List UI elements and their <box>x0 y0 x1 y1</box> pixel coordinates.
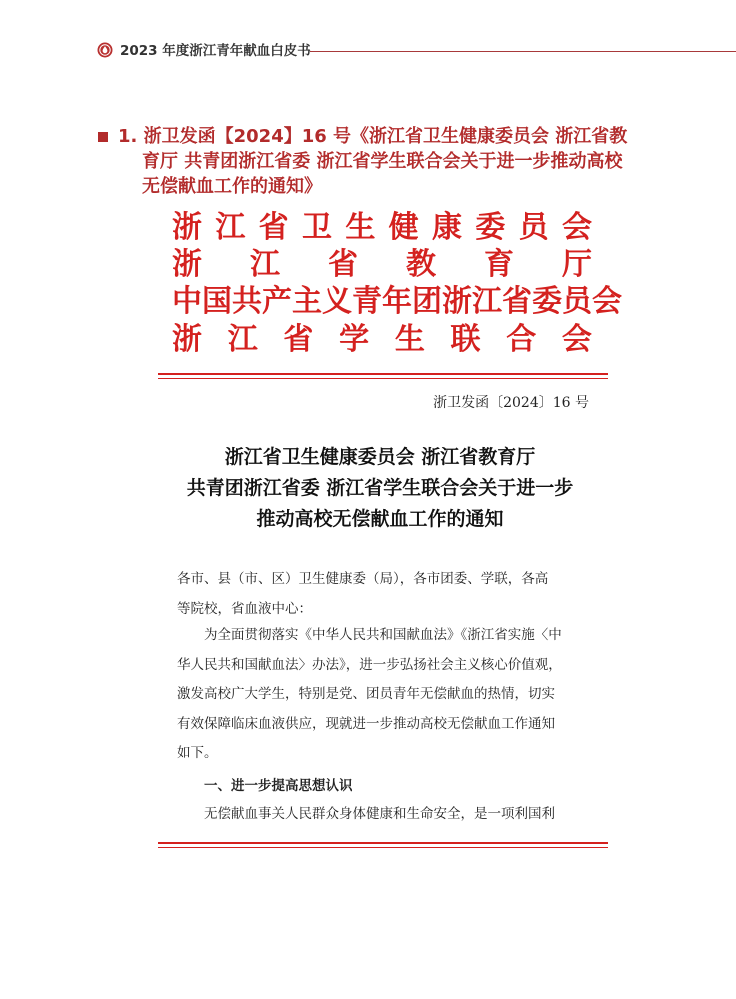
masthead-char: 江 <box>227 322 258 357</box>
masthead-char: 生 <box>394 322 425 357</box>
masthead-char: 卫 <box>301 210 332 245</box>
masthead-char: 员 <box>562 284 592 319</box>
masthead-char: 省 <box>283 322 314 357</box>
paragraph-1 <box>177 621 597 769</box>
masthead-char: 产 <box>262 284 292 319</box>
masthead-char: 共 <box>232 284 262 319</box>
masthead-divider-thin <box>158 378 608 379</box>
section-bullet <box>98 132 108 142</box>
seal-logo-icon <box>97 42 113 58</box>
document-title-line: 浙江省卫生健康委员会 浙江省教育厅 <box>224 446 536 468</box>
paragraph-line: 激发高校广大学生，特别是党、团员青年无偿献血的热情，切实 <box>177 686 555 702</box>
salutation-line: 等院校，省血液中心： <box>177 600 312 617</box>
section-title-line: 育厅 共青团浙江省委 浙江省学生联合会关于进一步推动高校 <box>142 151 623 172</box>
masthead-line-4 <box>172 320 592 360</box>
masthead-char: 康 <box>431 210 462 245</box>
salutation-line: 各市、县（市、区）卫生健康委（局），各市团委、学联，各高 <box>177 571 549 587</box>
masthead-divider <box>158 373 608 375</box>
section-title <box>118 124 678 199</box>
masthead-char: 委 <box>532 284 562 319</box>
document-title-line: 共青团浙江省委 浙江省学生联合会关于进一步 <box>186 477 574 499</box>
masthead-char: 会 <box>561 322 592 357</box>
masthead-char: 中 <box>172 284 202 319</box>
section-heading-1: 一、进一步提高思想认识 <box>204 778 353 794</box>
masthead-char: 教 <box>406 247 436 282</box>
document-title <box>160 442 600 535</box>
paragraph-line: 华人民共和国献血法〉办法》，进一步弘扬社会主义核心价值观， <box>177 656 562 673</box>
header-rule <box>310 51 736 52</box>
paragraph-line: 无偿献血事关人民群众身体健康和生命安全，是一项利国利 <box>204 806 555 822</box>
footer-divider <box>158 842 608 844</box>
masthead-char: 江 <box>472 284 502 319</box>
page-header <box>97 40 736 62</box>
masthead-char: 青 <box>352 284 382 319</box>
masthead-char: 省 <box>328 247 358 282</box>
paragraph-line: 有效保障临床血液供应，现就进一步推动高校无偿献血工作通知 <box>177 715 555 732</box>
masthead-char: 厅 <box>562 247 592 282</box>
masthead-char: 委 <box>475 210 506 245</box>
paragraph-line: 为全面贯彻落实《中华人民共和国献血法》《浙江省实施〈中 <box>204 627 562 643</box>
masthead-char: 员 <box>518 210 549 245</box>
masthead-line-2 <box>172 245 592 285</box>
masthead-char: 会 <box>561 210 592 245</box>
masthead-char: 省 <box>502 284 532 319</box>
document-number: 浙卫发函〔2024〕16 号 <box>433 395 589 411</box>
masthead-char: 会 <box>592 284 622 319</box>
masthead-char: 健 <box>388 210 419 245</box>
paragraph-2 <box>177 800 597 830</box>
masthead-line-3 <box>172 282 622 322</box>
masthead-char: 学 <box>339 322 370 357</box>
masthead-char: 江 <box>250 247 280 282</box>
section-title-line: 1. 浙卫发函【2024】16 号《浙江省卫生健康委员会 浙江省教 <box>118 126 628 147</box>
masthead-char: 江 <box>215 210 246 245</box>
masthead-char: 浙 <box>442 284 472 319</box>
document-title-line: 推动高校无偿献血工作的通知 <box>256 508 504 530</box>
masthead-char: 义 <box>322 284 352 319</box>
masthead-char: 年 <box>382 284 412 319</box>
header-title: 2023 年度浙江青年献血白皮书 <box>120 43 311 59</box>
masthead-char: 联 <box>450 322 481 357</box>
masthead-char: 浙 <box>172 322 202 357</box>
masthead-char: 国 <box>202 284 232 319</box>
salutation <box>177 565 597 624</box>
masthead-char: 团 <box>412 284 442 319</box>
masthead-char: 育 <box>484 247 514 282</box>
masthead-line-1 <box>172 208 592 248</box>
masthead-char: 合 <box>506 322 537 357</box>
masthead-char: 浙 <box>172 247 202 282</box>
masthead-char: 主 <box>292 284 322 319</box>
section-title-line: 无偿献血工作的通知》 <box>142 176 322 197</box>
masthead-char: 生 <box>345 210 376 245</box>
masthead-char: 省 <box>258 210 289 245</box>
masthead-char: 浙 <box>172 210 202 245</box>
paragraph-line: 如下。 <box>177 745 218 761</box>
footer-divider-thin <box>158 847 608 848</box>
